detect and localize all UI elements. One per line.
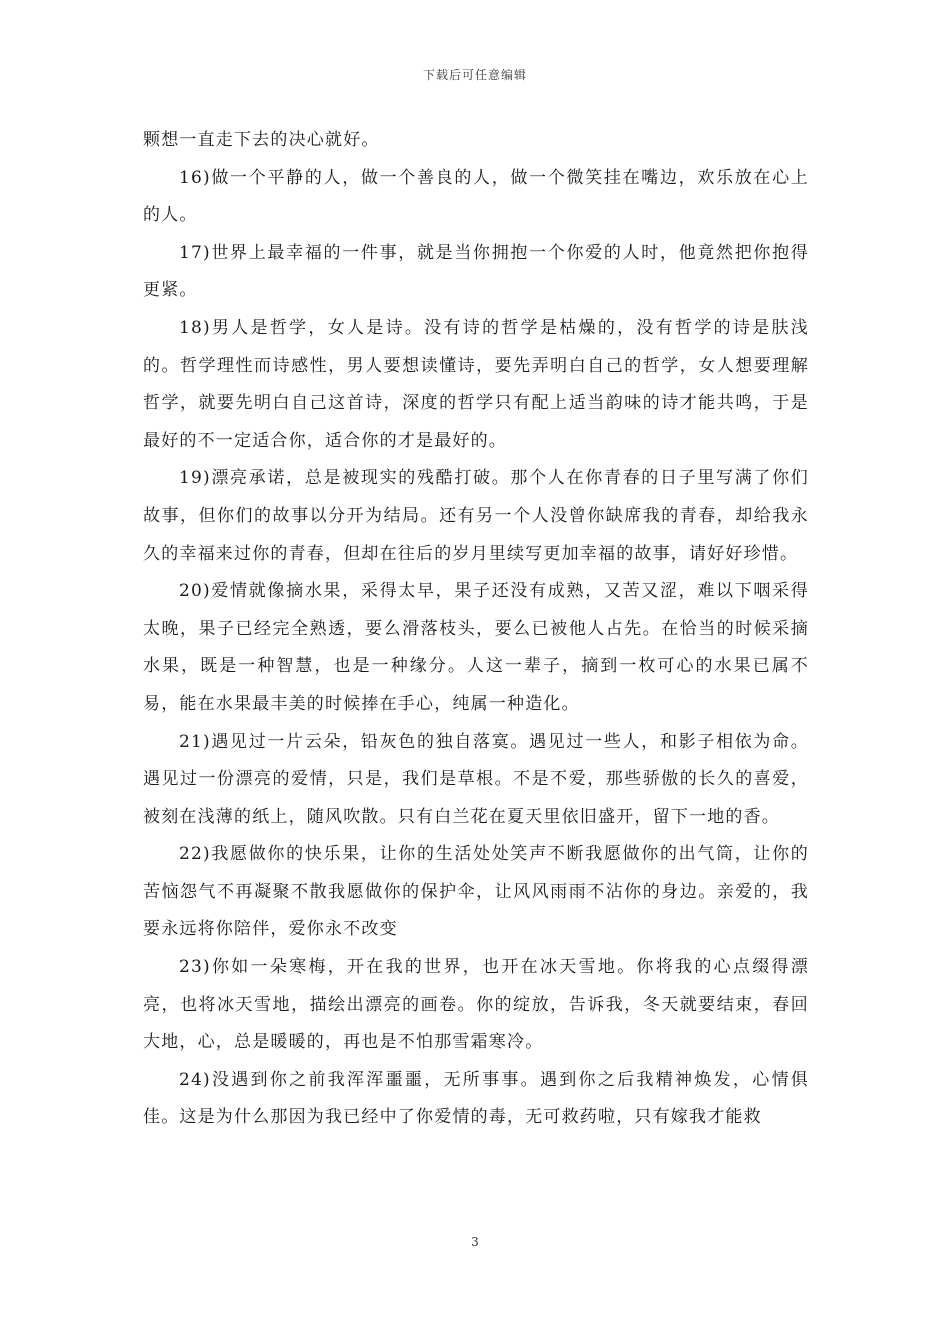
paragraph-item-16: 16)做一个平静的人，做一个善良的人，做一个微笑挂在嘴边，欢乐放在心上的人。: [143, 167, 809, 226]
paragraph-item-23: 23)你如一朵寒梅，开在我的世界，也开在冰天雪地。你将我的心点缀得漂亮，也将冰天雪地，描绘出漂亮的画卷。你的绽放，告诉我，冬天就要结束，春回大地，心，总是暖暖的，再也是不怕那雪霜寒冷。: [143, 957, 809, 1053]
document-body: [143, 122, 809, 1137]
paragraph-item-24: 24)没遇到你之前我浑浑噩噩，无所事事。遇到你之后我精神焕发，心情俱佳。这是为什么那因为我已经中了你爱情的毒，无可救药啦，只有嫁我才能救: [143, 1069, 809, 1128]
page-number: 3: [471, 1235, 479, 1249]
page-header: 下载后可任意编辑: [422, 68, 527, 82]
paragraph-item-18: 18)男人是哲学，女人是诗。没有诗的哲学是枯燥的，没有哲学的诗是肤浅的。哲学理性而诗感性，男人要想读懂诗，要先弄明白自己的哲学，女人想要理解哲学，就要先明白自己这首诗，深度的哲学只有配上适当韵味的诗才能共鸣，于是最好的不一定适合你，适合你的才是最好的。: [143, 317, 809, 451]
paragraph-continuation: 颗想一直走下去的决心就好。: [143, 130, 380, 150]
paragraph-item-17: 17)世界上最幸福的一件事，就是当你拥抱一个你爱的人时，他竟然把你抱得更紧。: [143, 242, 809, 301]
paragraph-item-21: 21)遇见过一片云朵，铅灰色的独自落寞。遇见过一些人，和影子相依为命。遇见过一份漂亮的爱情，只是，我们是草根。不是不爱，那些骄傲的长久的喜爱，被刻在浅薄的纸上，随风吹散。只有白兰花在夏天里依旧盛开，留下一地的香。: [143, 731, 809, 827]
paragraph-item-22: 22)我愿做你的快乐果，让你的生活处处笑声不断我愿做你的出气筒，让你的苦恼怨气不再凝聚不散我愿做你的保护伞，让风风雨雨不沾你的身边。亲爱的，我要永远将你陪伴，爱你永不改变: [143, 844, 809, 940]
paragraph-item-20: 20)爱情就像摘水果，采得太早，果子还没有成熟，又苦又涩，难以下咽采得太晚，果子已经完全熟透，要么滑落枝头，要么已被他人占先。在恰当的时候采摘水果，既是一种智慧，也是一种缘分。人这一辈子，摘到一枚可心的水果已属不易，能在水果最丰美的时候捧在手心，纯属一种造化。: [143, 581, 809, 714]
paragraph-item-19: 19)漂亮承诺，总是被现实的残酷打破。那个人在你青春的日子里写满了你们故事，但你们的故事以分开为结局。还有另一个人没曾你缺席我的青春，却给我永久的幸福来过你的青春，但却在往后的岁月里续写更加幸福的故事，请好好珍惜。: [143, 468, 809, 564]
